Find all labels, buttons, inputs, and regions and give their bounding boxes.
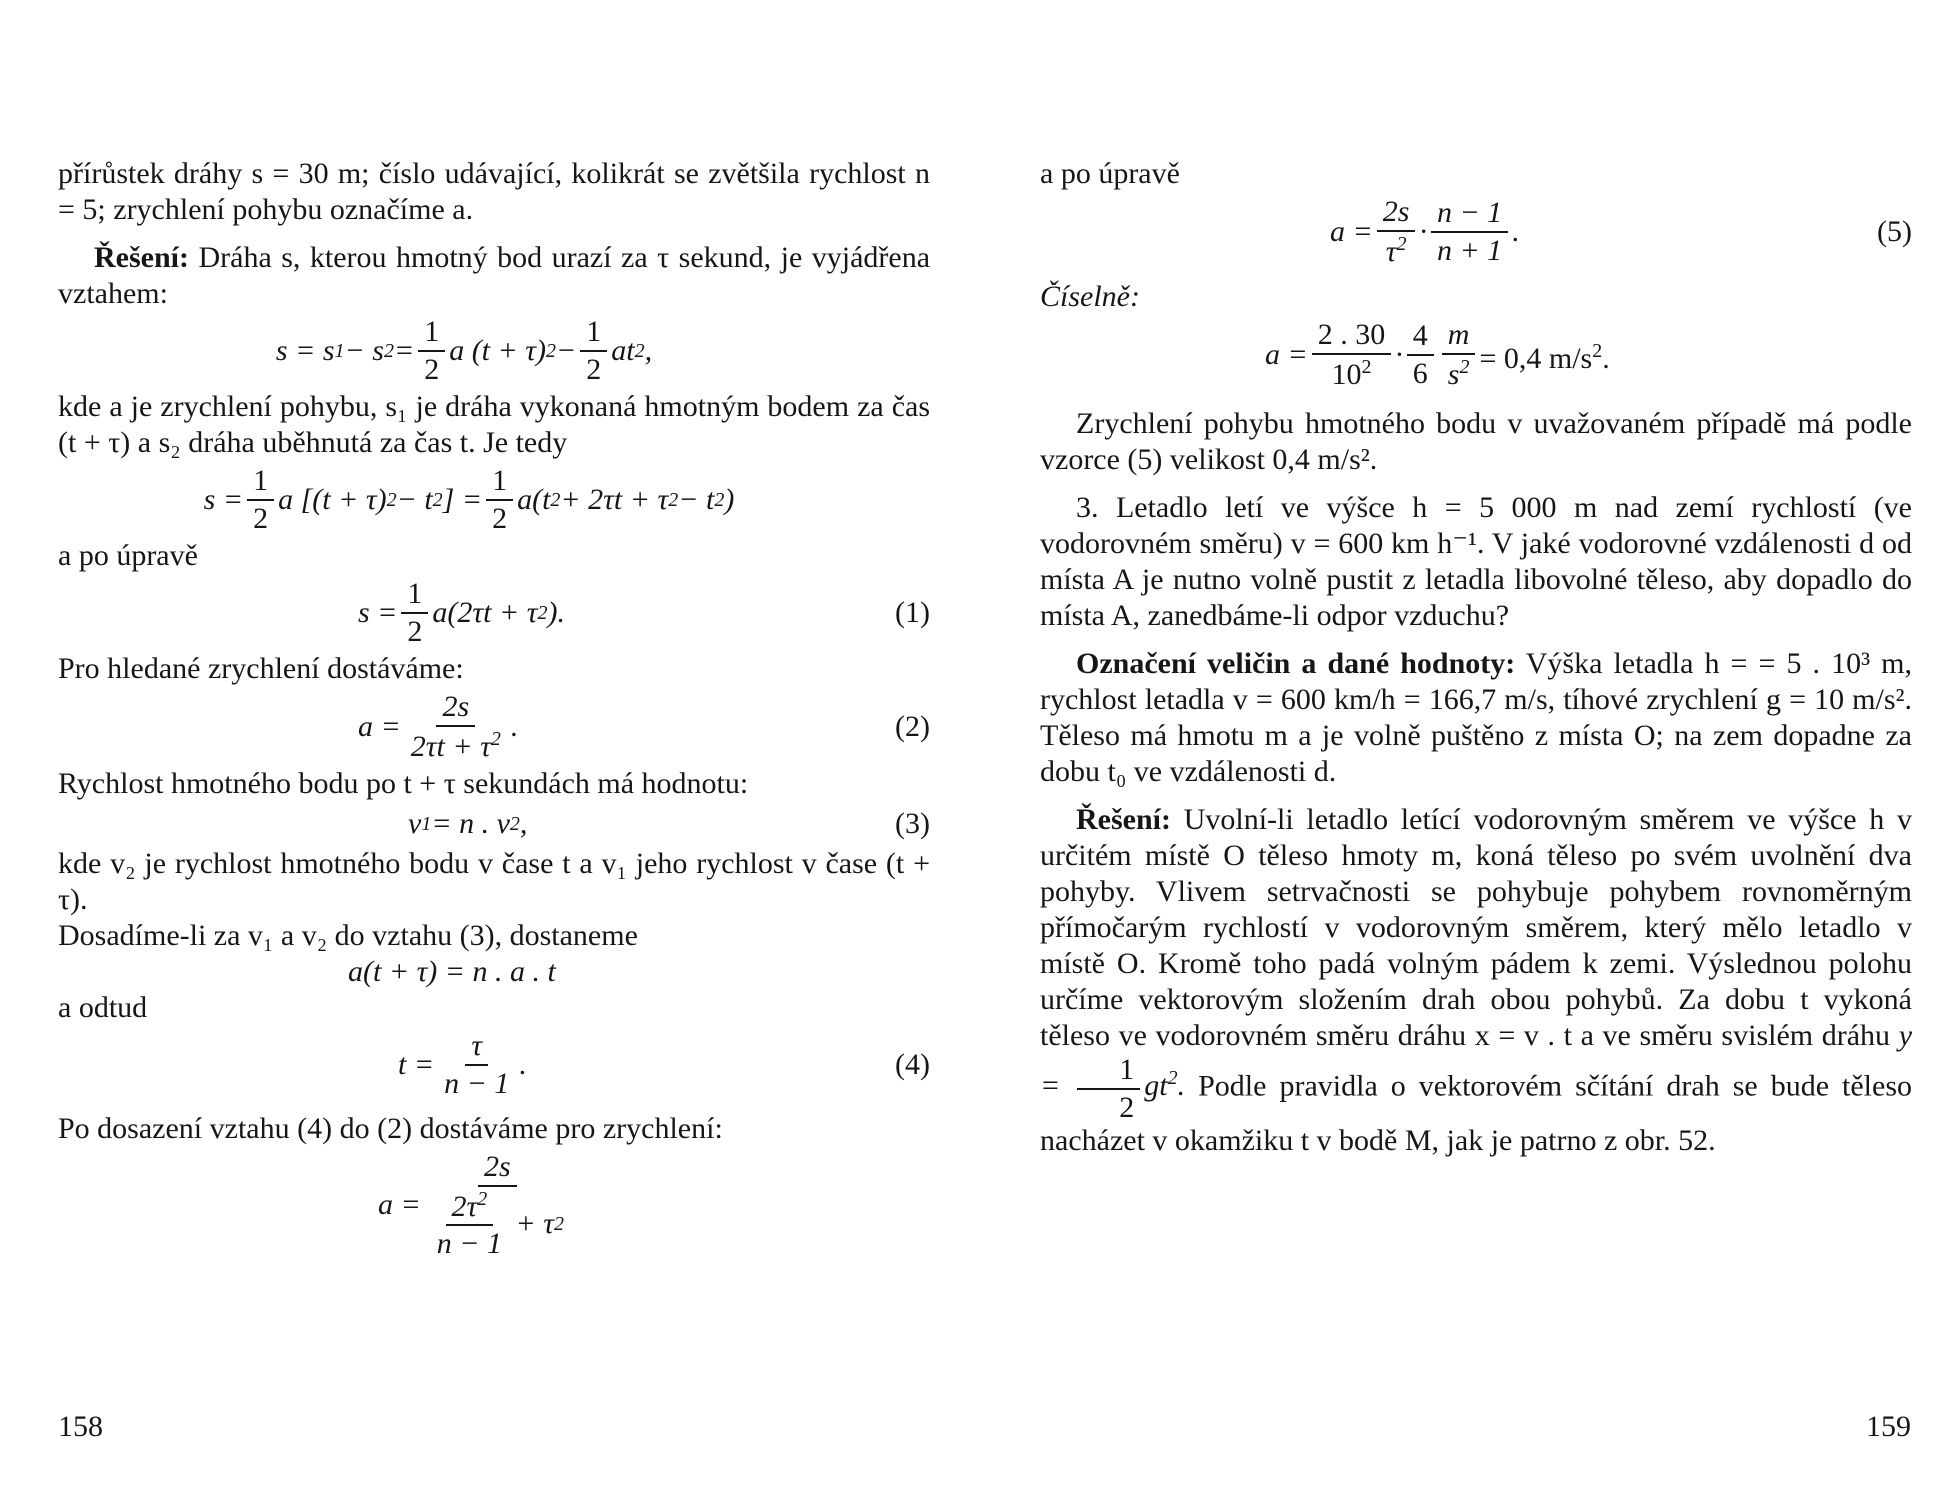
left-paragraph-7: kde v₂ je rychlost hmotného bodu v čase t a v₁ jeho rychlost v čase (t + τ).: [58, 847, 930, 916]
left-solution-paragraph: [58, 240, 930, 312]
left-paragraph-4: a po úpravě: [58, 539, 198, 572]
given-label: Označení veličin a dané hodnoty:: [1076, 647, 1516, 680]
equation-3-number: (3): [895, 807, 930, 840]
left-paragraph-3: kde a je zrychlení pohybu, s₁ je dráha vykonaná hmotným bodem za čas (t + τ) a s₂ dráha uběhnutá za čas t. Je tedy: [58, 390, 930, 459]
right-paragraph-2: Zrychlení pohybu hmotného bodu v uvažovaném případě má podle vzorce (5) velikost 0,4 m/s².: [1040, 407, 1912, 476]
equation-5-number: (5): [1877, 214, 1912, 248]
left-paragraph-1: přírůstek dráhy s = 30 m; číslo udávající, kolikrát se zvětšila rychlost n = 5; zrychlení pohybu označíme a.: [58, 157, 930, 226]
left-paragraph-2: Dráha s, kterou hmotný bod urazí za τ sekund, je vyjádřena vztahem:: [58, 241, 931, 310]
equation-1-number: (1): [895, 595, 930, 629]
right-solution-paragraph: [1040, 802, 1912, 1159]
equation-velocity-relation: a(t + τ) = n . a . t: [348, 955, 556, 988]
numerically-label: Číselně:: [1040, 280, 1140, 313]
equation-4: t = $\frac{\tau}{n - 1}$ . (4): [398, 1029, 930, 1100]
left-paragraph-6: Rychlost hmotného bodu po t + τ sekundách má hodnotu:: [58, 767, 749, 800]
right-given-paragraph: [1040, 646, 1912, 790]
left-paragraph-10: Po dosazení vztahu (4) do (2) dostáváme pro zrychlení:: [58, 1112, 723, 1145]
right-paragraph-4: Výška letadla h = = 5 . 10³ m, rychlost letadla v = 600 km/h = 166,7 m/s, tíhové zrychlení g = 10 m/s². Těleso má hmotu m a je volně puštěno z místa O; na zem dopadne za dobu t₀ ve vzdálenosti d.: [1040, 647, 1912, 788]
equation-2-number: (2): [895, 709, 930, 743]
left-solution-label: Řešení:: [94, 241, 189, 274]
right-paragraph-3: 3. Letadlo letí ve výšce h = 5 000 m nad zemí rychlostí (ve vodorovném směru) v = 600 km h⁻¹. V jaké vodorovné vzdálenosti d od místa A je nutno volně pustit z letadla libovolné těleso, aby dopadlo do místa A, zanedbáme-li odpor vzduchu?: [1040, 491, 1912, 632]
right-page-number: 159: [1866, 1410, 1911, 1443]
left-paragraph-5: Pro hledané zrychlení dostáváme:: [58, 652, 464, 685]
equation-2: a = $\frac{2s}{2\tau t + \tau^2}$ . (2): [358, 690, 930, 763]
left-page-number: 158: [58, 1410, 103, 1443]
equation-5: a = $\frac{2s}{\tau^2}$ · $\frac{n - 1}{n + 1}$ . (5): [1330, 195, 1912, 268]
equation-4-number: (4): [895, 1047, 930, 1081]
right-solution-label: Řešení:: [1076, 803, 1171, 836]
left-paragraph-9: a odtud: [58, 991, 148, 1024]
right-paragraph-1: a po úpravě: [1040, 157, 1180, 190]
equation-path-difference: s = s 1 − s 2 = $\frac{1}{2}$ a (t + τ) 2 − $\frac{1}{2}$ at 2 ,: [275, 315, 653, 386]
right-paragraph-5b: Podle pravidla o vektorovém sčítání drah se bude těleso nacházet v okamžiku t v bodě M, jak je patrno z obr. 52.: [1040, 1069, 1913, 1157]
equation-numeric-result: a = $\frac{2 . 30}{10^2}$ · $\frac{4}{6}$ $\frac{m}{s^2}$ = 0,4 $m/s^2$.: [1265, 318, 1610, 391]
left-page: [58, 156, 930, 1264]
equation-1: s = $\frac{1}{2}$ a(2τt + τ 2 ). (1): [358, 577, 930, 648]
equation-3: v 1 = n . v 2 , (3): [408, 807, 930, 840]
right-paragraph-5a: Uvolní-li letadlo letící vodorovným směrem ve výšce h v určitém místě O těleso hmoty m, koná těleso po svém uvolnění dva pohyby. Vlivem setrvačnosti se pohybuje pohybem rovnoměrným přímočarým rychlostí v vodorovným směrem, který mělo letadlo v místě O. Kromě toho padá volným pádem k zemi. Výslednou polohu určíme vektorovým složením drah obou pohybů. Za dobu t vykoná těleso ve vodorovném směru dráhu x = v . t a ve směru svislém dráhu: [1040, 803, 1913, 1052]
left-paragraph-8: Dosadíme-li za v₁ a v₂ do vztahu (3), dostaneme: [58, 919, 638, 952]
equation-path-expanded: s = $\frac{1}{2}$ a [(t + τ) 2 − t 2 ] = $\frac{1}{2}$ a(t 2 + 2τt + τ 2 − t 2 ): [203, 464, 735, 535]
right-page: [1040, 156, 1912, 1159]
free-fall-equation: y = $\frac{1}{2}$ $gt^2$.: [1040, 1019, 1913, 1124]
equation-acceleration-compound: a = 2s $\frac{2\tau^2}{n - 1}$ + τ 2: [378, 1150, 564, 1260]
